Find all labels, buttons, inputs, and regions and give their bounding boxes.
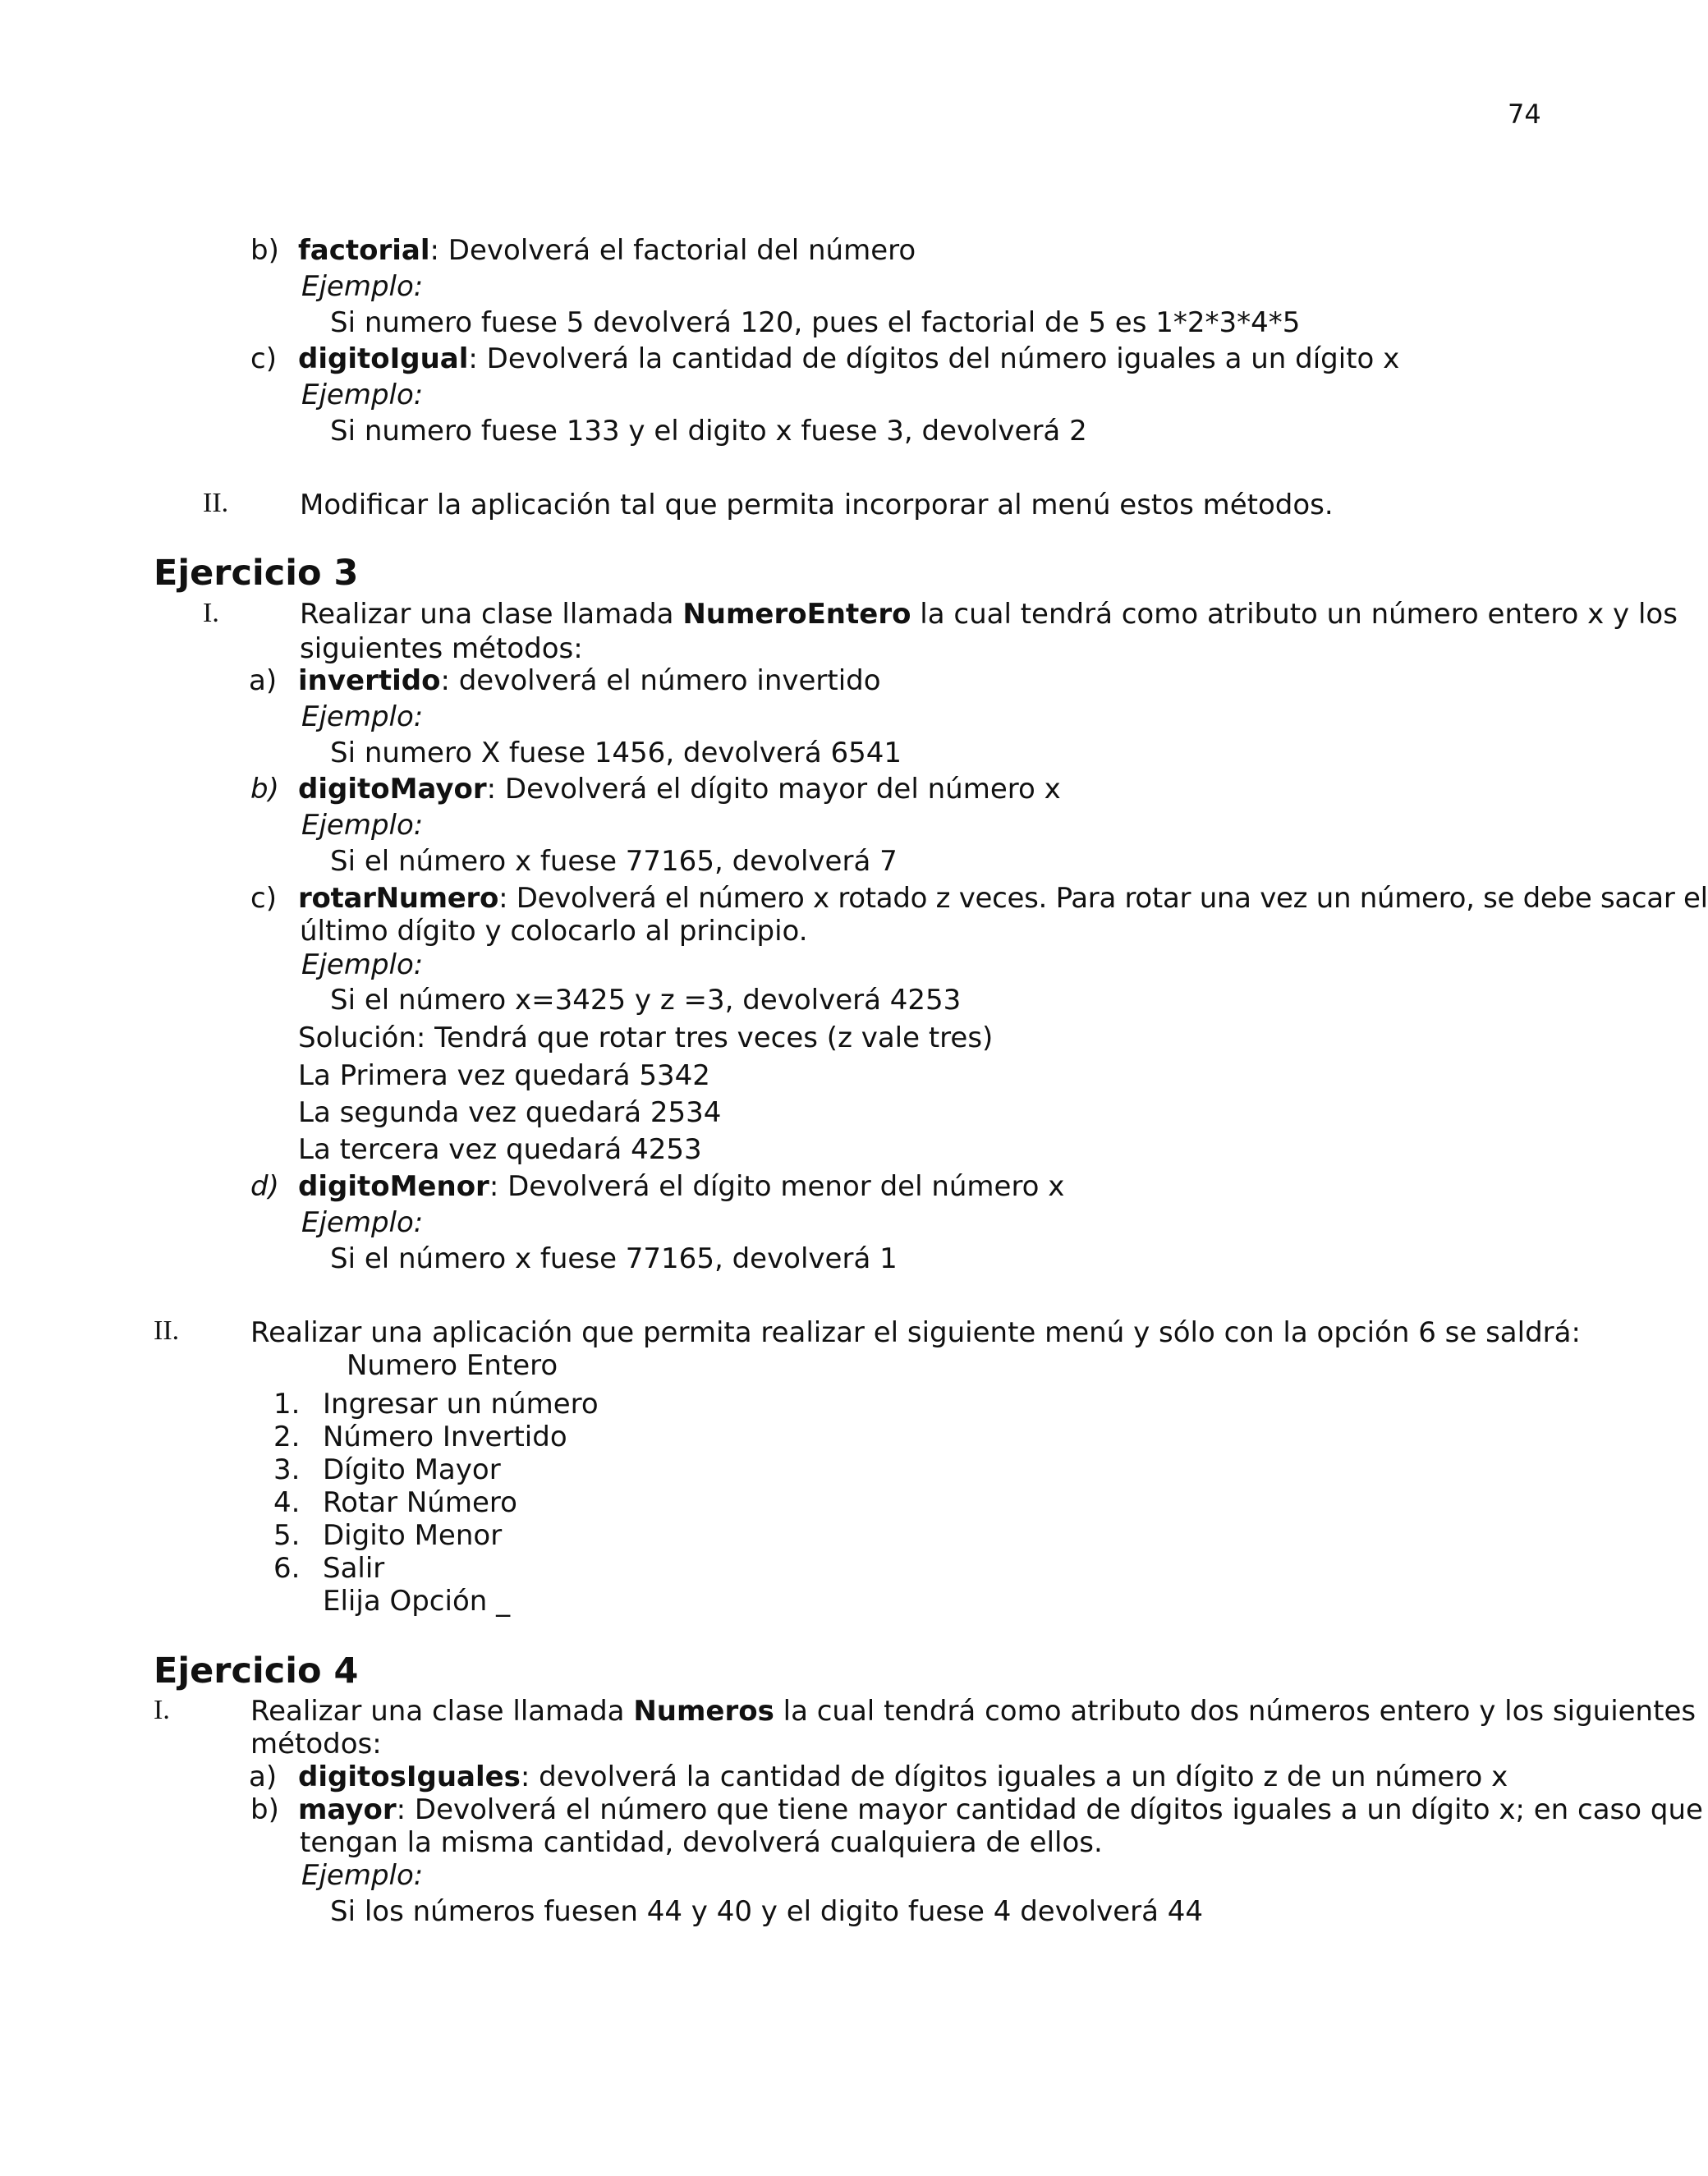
example-label: Ejemplo:: [301, 809, 424, 842]
item-label-c: c): [250, 882, 277, 915]
method-name: digitosIguales: [298, 1761, 521, 1793]
method-description: : devolverá el número invertido: [440, 664, 881, 697]
example-text: Si numero fuese 133 y el digito x fuese 3, devolverá 2: [330, 415, 1087, 448]
method-name: digitoMayor: [298, 773, 487, 806]
section-heading: Ejercicio 3: [154, 553, 359, 594]
example-label: Ejemplo:: [301, 270, 424, 303]
roman-numeral-i: I.: [154, 1695, 170, 1725]
menu-title: Numero Entero: [347, 1349, 558, 1382]
rotation-step-1: La Primera vez quedará 5342: [298, 1059, 710, 1092]
roman-numeral-ii: II.: [154, 1315, 180, 1346]
method-description: : Devolverá el factorial del número: [429, 234, 916, 267]
menu-item: 5. Digito Menor: [273, 1519, 503, 1552]
example-label: Ejemplo:: [301, 379, 424, 411]
item-label-b: b): [250, 234, 279, 267]
menu-item: 6. Salir: [273, 1552, 385, 1585]
example-label: Ejemplo:: [301, 1859, 424, 1892]
method-rotarnumero: [298, 881, 1708, 916]
method-digitoigual: [298, 342, 1399, 376]
menu-prompt: Elija Opción _: [323, 1585, 511, 1618]
method-description: : Devolverá el número x rotado z veces. Para rotar una vez un número, se debe sacar el: [498, 882, 1708, 915]
menu-list: [273, 1387, 599, 1617]
method-description: : devolverá la cantidad de dígitos iguales a un dígito z de un número x: [520, 1761, 1508, 1793]
rotation-step-2: La segunda vez quedará 2534: [298, 1096, 722, 1129]
method-digitomenor: [298, 1169, 1064, 1204]
instruction-text: Realizar una aplicación que permita realizar el siguiente menú y sólo con la opción 6 se saldrá:: [250, 1316, 1581, 1349]
method-name: invertido: [298, 664, 441, 697]
menu-item: 2. Número Invertido: [273, 1421, 567, 1453]
method-name: digitoMenor: [298, 1170, 489, 1203]
example-text: Si los números fuesen 44 y 40 y el digito fuese 4 devolverá 44: [330, 1895, 1203, 1928]
instruction-continuation: siguientes métodos:: [300, 632, 583, 665]
method-digitomayor: [298, 772, 1061, 806]
method-name: digitoIgual: [298, 342, 469, 375]
item-label-b: b): [250, 773, 279, 806]
method-invertido: [298, 663, 881, 698]
example-label: Ejemplo:: [301, 700, 424, 733]
solution-text: Solución: Tendrá que rotar tres veces (z vale tres): [298, 1021, 994, 1054]
rotation-step-3: La tercera vez quedará 4253: [298, 1133, 702, 1166]
example-label: Ejemplo:: [301, 1206, 424, 1239]
justified-line: Realizar una clase llamada NumeroEntero la cual tendrá como atributo un número entero x y los: [300, 598, 1678, 631]
method-digitosiguales: [298, 1760, 1508, 1794]
example-label: Ejemplo:: [301, 948, 424, 981]
method-name: rotarNumero: [298, 882, 499, 915]
item-label-c: c): [250, 342, 277, 375]
menu-item: 3. Dígito Mayor: [273, 1453, 501, 1486]
method-description: : Devolverá el dígito menor del número x: [489, 1170, 1065, 1203]
method-description: : Devolverá el dígito mayor del número x: [486, 773, 1061, 806]
example-text: Si el número x fuese 77165, devolverá 1: [330, 1242, 898, 1275]
justified-line: Realizar una clase llamada Numeros la cual tendrá como atributo dos números entero y los siguientes: [250, 1695, 1697, 1728]
example-text: Si numero X fuese 1456, devolverá 6541: [330, 737, 902, 769]
menu-item: 4. Rotar Número: [273, 1486, 517, 1519]
method-description-continuation: tengan la misma cantidad, devolverá cualquiera de ellos.: [300, 1826, 1103, 1859]
method-description-continuation: último dígito y colocarlo al principio.: [300, 915, 808, 948]
roman-numeral-ii: II.: [203, 488, 229, 518]
roman-numeral-i: I.: [203, 598, 219, 628]
example-text: Si el número x fuese 77165, devolverá 7: [330, 845, 898, 878]
example-text: Si numero fuese 5 devolverá 120, pues el factorial de 5 es 1*2*3*4*5: [330, 306, 1301, 339]
method-factorial: [298, 233, 916, 268]
page-number: 74: [1508, 99, 1541, 130]
item-label-a: a): [249, 664, 278, 697]
section-heading: Ejercicio 4: [154, 1650, 359, 1692]
example-text: Si el número x=3425 y z =3, devolverá 4253: [330, 984, 962, 1017]
menu-item: 1. Ingresar un número: [273, 1388, 599, 1421]
item-label-d: d): [250, 1170, 279, 1203]
method-description: : Devolverá la cantidad de dígitos del número iguales a un dígito x: [468, 342, 1400, 375]
method-name: factorial: [298, 234, 430, 267]
instruction-continuation: métodos:: [250, 1728, 382, 1761]
instruction-text: Modificar la aplicación tal que permita incorporar al menú estos métodos.: [300, 489, 1334, 521]
justified-line: mayor: Devolverá el número que tiene mayor cantidad de dígitos iguales a un dígito x; en caso que: [298, 1793, 1703, 1826]
item-label-a: a): [249, 1761, 278, 1793]
item-label-b: b): [250, 1793, 279, 1826]
